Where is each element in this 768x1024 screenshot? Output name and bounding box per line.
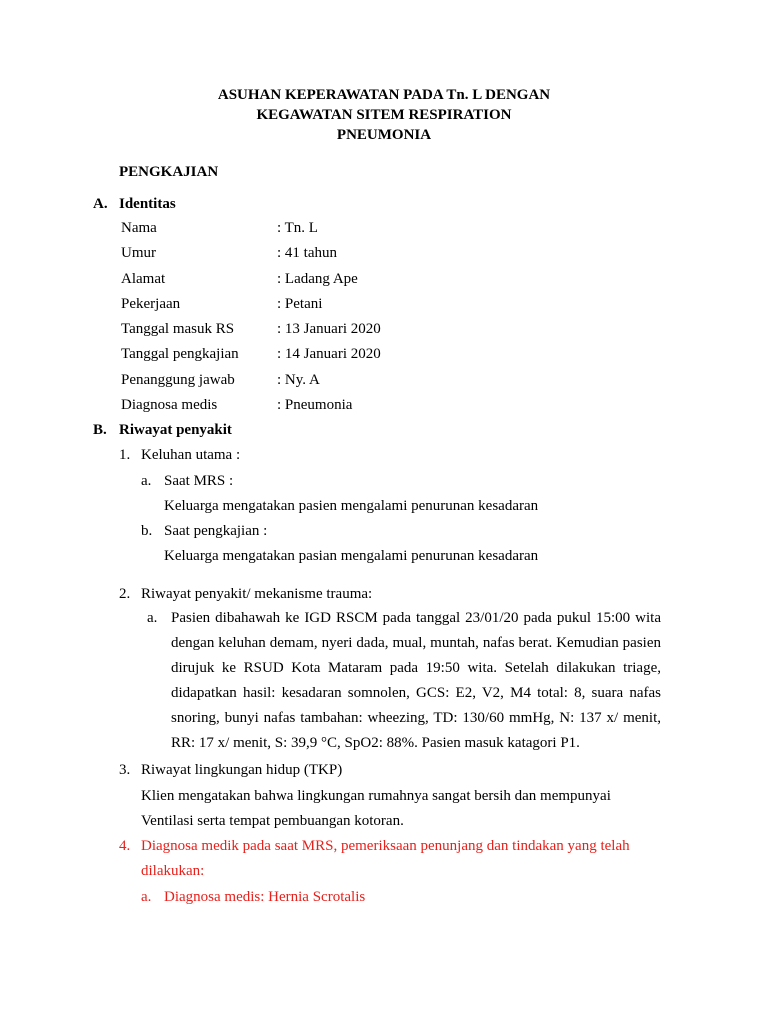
identitas-value: : Pneumonia	[277, 397, 353, 413]
saat-pengkajian-text: Keluarga mengatakan pasian mengalami penurunan kesadaran	[164, 548, 539, 564]
section-pengkajian: PENGKAJIAN	[119, 164, 219, 180]
saat-mrs-text: Keluarga mengatakan pasien mengalami penurunan kesadaran	[164, 498, 539, 514]
keluhan-number: 1.	[119, 447, 131, 463]
saat-mrs-marker: a.	[141, 473, 152, 489]
lingkungan-text-line-2: Ventilasi serta tempat pembuangan kotoran.	[141, 813, 404, 829]
identitas-label: Umur	[121, 245, 156, 261]
identitas-value: : 41 tahun	[277, 245, 337, 261]
diagnosa-medis-text: Diagnosa medis: Hernia Scrotalis	[164, 889, 366, 905]
identitas-label: Penanggung jawab	[121, 372, 235, 388]
saat-pengkajian-marker: b.	[141, 523, 153, 539]
identitas-label: Tanggal masuk RS	[121, 321, 235, 337]
saat-mrs-label: Saat MRS :	[164, 473, 234, 489]
identitas-marker: A.	[93, 196, 108, 212]
lingkungan-label: Riwayat lingkungan hidup (TKP)	[141, 762, 343, 778]
identitas-value: : Ny. A	[277, 372, 320, 388]
keluhan-label: Keluhan utama :	[141, 447, 241, 463]
doc-title-line-1: ASUHAN KEPERAWATAN PADA Tn. L DENGAN	[217, 87, 551, 103]
lingkungan-text-line-1: Klien mengatakan bahwa lingkungan rumahnya sangat bersih dan mempunyai	[141, 788, 611, 804]
identitas-value: : Ladang Ape	[277, 271, 358, 287]
identitas-value: : 13 Januari 2020	[277, 321, 381, 337]
identitas-label: Alamat	[121, 271, 166, 287]
diagnosa-number: 4.	[119, 838, 131, 854]
riwayat-marker: B.	[93, 422, 107, 438]
lingkungan-number: 3.	[119, 762, 131, 778]
trauma-paragraph: Pasien dibahawah ke IGD RSCM pada tanggal 23/01/20 pada pukul 15:00 wita dengan keluhan demam, nyeri dada, mual, muntah, nafas berat. Kemudian pasien dirujuk ke RSUD Kota Mataram pada 19:50 wita. Setelah dilakukan triage, didapatkan hasil: kesadaran somnolen, GCS: E2, V2, M4 total: 8, suara nafas snoring, bunyi nafas tambahan: wheezing, TD: 130/60 mmHg, N: 137 x/ menit, RR: 17 x/ menit, S: 39,9 °C, SpO2: 88%. Pasien masuk katagori P1.	[171, 610, 661, 751]
identitas-value: : 14 Januari 2020	[277, 346, 381, 362]
identitas-heading: Identitas	[119, 196, 176, 212]
saat-pengkajian-label: Saat pengkajian :	[164, 523, 268, 539]
diagnosa-heading-line-1: Diagnosa medik pada saat MRS, pemeriksaan penunjang dan tindakan yang telah	[141, 838, 630, 854]
doc-title-line-3: PNEUMONIA	[336, 127, 432, 143]
identitas-value: : Petani	[277, 296, 323, 312]
riwayat-trauma-label: Riwayat penyakit/ mekanisme trauma:	[141, 586, 373, 602]
identitas-label: Diagnosa medis	[121, 397, 218, 413]
trauma-paragraph-marker: a.	[147, 610, 158, 626]
identitas-label: Tanggal pengkajian	[121, 346, 239, 362]
diagnosa-medis-marker: a.	[141, 889, 152, 905]
identitas-label: Pekerjaan	[121, 296, 181, 312]
diagnosa-heading-line-2: dilakukan:	[141, 863, 205, 879]
doc-title-line-2: KEGAWATAN SITEM RESPIRATION	[256, 107, 512, 123]
riwayat-trauma-number: 2.	[119, 586, 131, 602]
riwayat-heading: Riwayat penyakit	[119, 422, 232, 438]
identitas-label: Nama	[121, 220, 157, 236]
identitas-value: : Tn. L	[277, 220, 318, 236]
